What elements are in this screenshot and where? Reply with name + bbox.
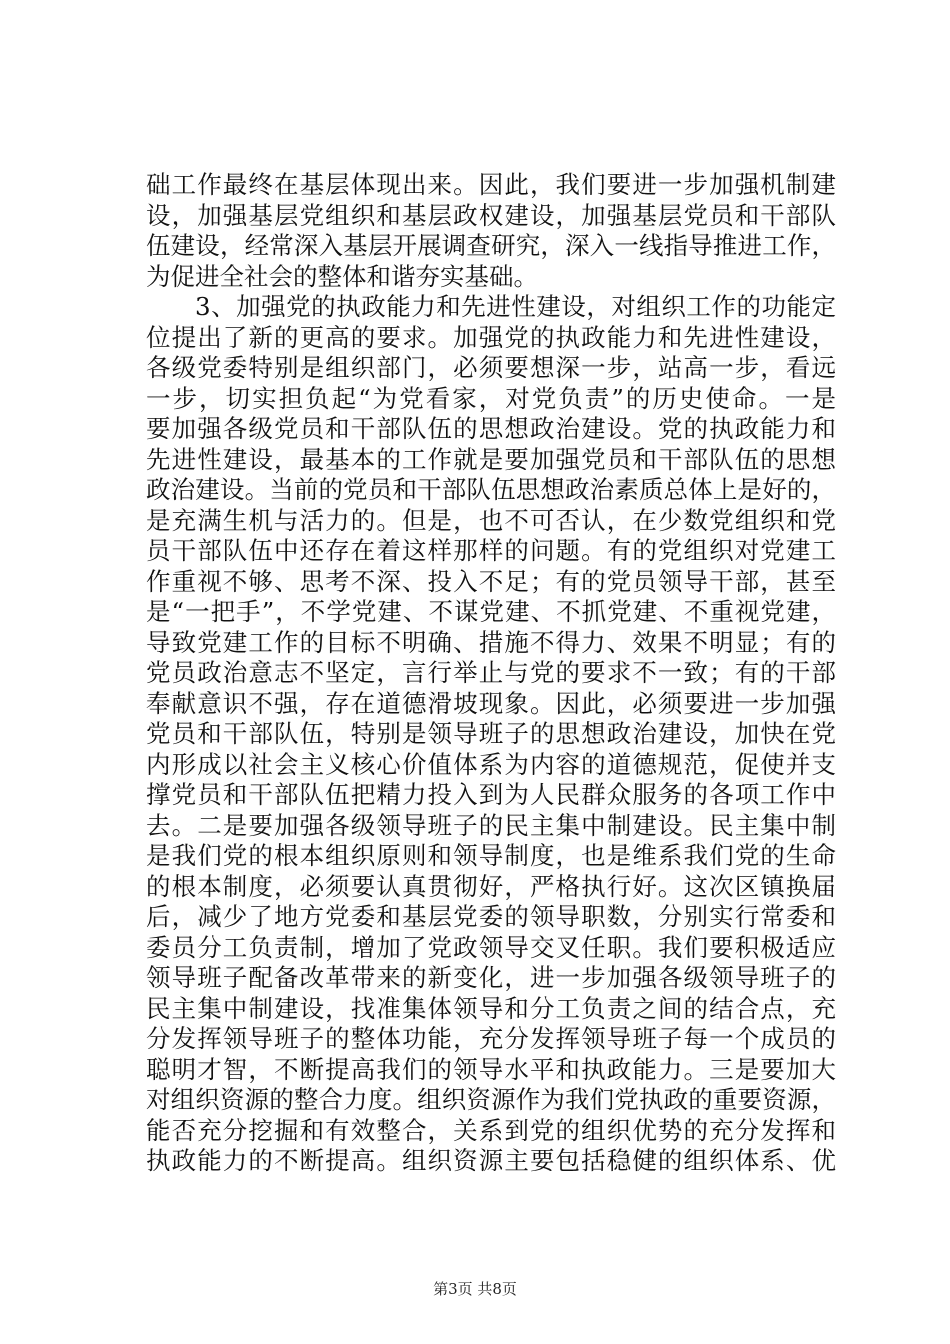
text-line: 3、加强党的执政能力和先进性建设，对组织工作的功能定: [195, 292, 836, 321]
text-line: 对组织资源的整合力度。组织资源作为我们党执政的重要资源，: [146, 1085, 836, 1114]
text-line: 党员和干部队伍，特别是领导班子的思想政治建设，加快在党: [146, 719, 836, 748]
text-line: 分发挥领导班子的整体功能，充分发挥领导班子每一个成员的: [146, 1024, 836, 1053]
text-line: 是我们党的根本组织原则和领导制度，也是维系我们党的生命: [146, 841, 836, 870]
text-line: 各级党委特别是组织部门，必须要想深一步，站高一步，看远: [146, 353, 836, 382]
text-line: 伍建设，经常深入基层开展调查研究，深入一线指导推进工作，: [146, 231, 836, 260]
text-line: 先进性建设，最基本的工作就是要加强党员和干部队伍的思想: [146, 444, 836, 474]
text-line: 设，加强基层党组织和基层政权建设，加强基层党员和干部队: [146, 200, 836, 230]
text-line: 础工作最终在基层体现出来。因此，我们要进一步加强机制建: [146, 170, 836, 199]
text-line: 党员政治意志不坚定，言行举止与党的要求不一致；有的干部: [146, 658, 836, 687]
body-text: [146, 170, 836, 1177]
text-line: 为促进全社会的整体和谐夯实基础。: [146, 261, 538, 291]
text-line: 是“一把手”，不学党建、不谋党建、不抓党建、不重视党建，: [146, 597, 836, 626]
text-line: 内形成以社会主义核心价值体系为内容的道德规范，促使并支: [146, 749, 836, 779]
text-line: 执政能力的不断提高。组织资源主要包括稳健的组织体系、优: [146, 1146, 836, 1175]
text-line: 撑党员和干部队伍把精力投入到为人民群众服务的各项工作中: [146, 780, 836, 809]
text-line: 作重视不够、思考不深、投入不足；有的党员领导干部，甚至: [146, 566, 836, 596]
text-line: 奉献意识不强，存在道德滑坡现象。因此，必须要进一步加强: [146, 688, 836, 718]
text-line: 位提出了新的更高的要求。加强党的执政能力和先进性建设，: [146, 322, 836, 352]
page-footer: 第3页 共8页: [433, 1280, 517, 1298]
text-line: 导致党建工作的目标不明确、措施不得力、效果不明显；有的: [146, 627, 836, 657]
text-line: 的根本制度，必须要认真贯彻好，严格执行好。这次区镇换届: [146, 871, 836, 901]
text-line: 要加强各级党员和干部队伍的思想政治建设。党的执政能力和: [146, 414, 836, 443]
text-line: 委员分工负责制，增加了党政领导交叉任职。我们要积极适应: [146, 932, 836, 962]
text-line: 民主集中制建设，找准集体领导和分工负责之间的结合点，充: [146, 993, 836, 1023]
text-line: 领导班子配备改革带来的新变化，进一步加强各级领导班子的: [146, 963, 836, 992]
text-line: 聪明才智，不断提高我们的领导水平和执政能力。三是要加大: [146, 1054, 836, 1084]
text-line: 政治建设。当前的党员和干部队伍思想政治素质总体上是好的，: [146, 475, 836, 504]
text-line: 一步，切实担负起“为党看家，对党负责”的历史使命。一是: [146, 383, 836, 413]
text-line: 后，减少了地方党委和基层党委的领导职数，分别实行常委和: [146, 902, 836, 931]
text-line: 去。二是要加强各级领导班子的民主集中制建设。民主集中制: [146, 810, 836, 840]
text-line: 员干部队伍中还存在着这样那样的问题。有的党组织对党建工: [146, 536, 836, 565]
text-line: 能否充分挖掘和有效整合，关系到党的组织优势的充分发挥和: [146, 1115, 836, 1145]
text-line: 是充满生机与活力的。但是，也不可否认，在少数党组织和党: [146, 505, 836, 535]
